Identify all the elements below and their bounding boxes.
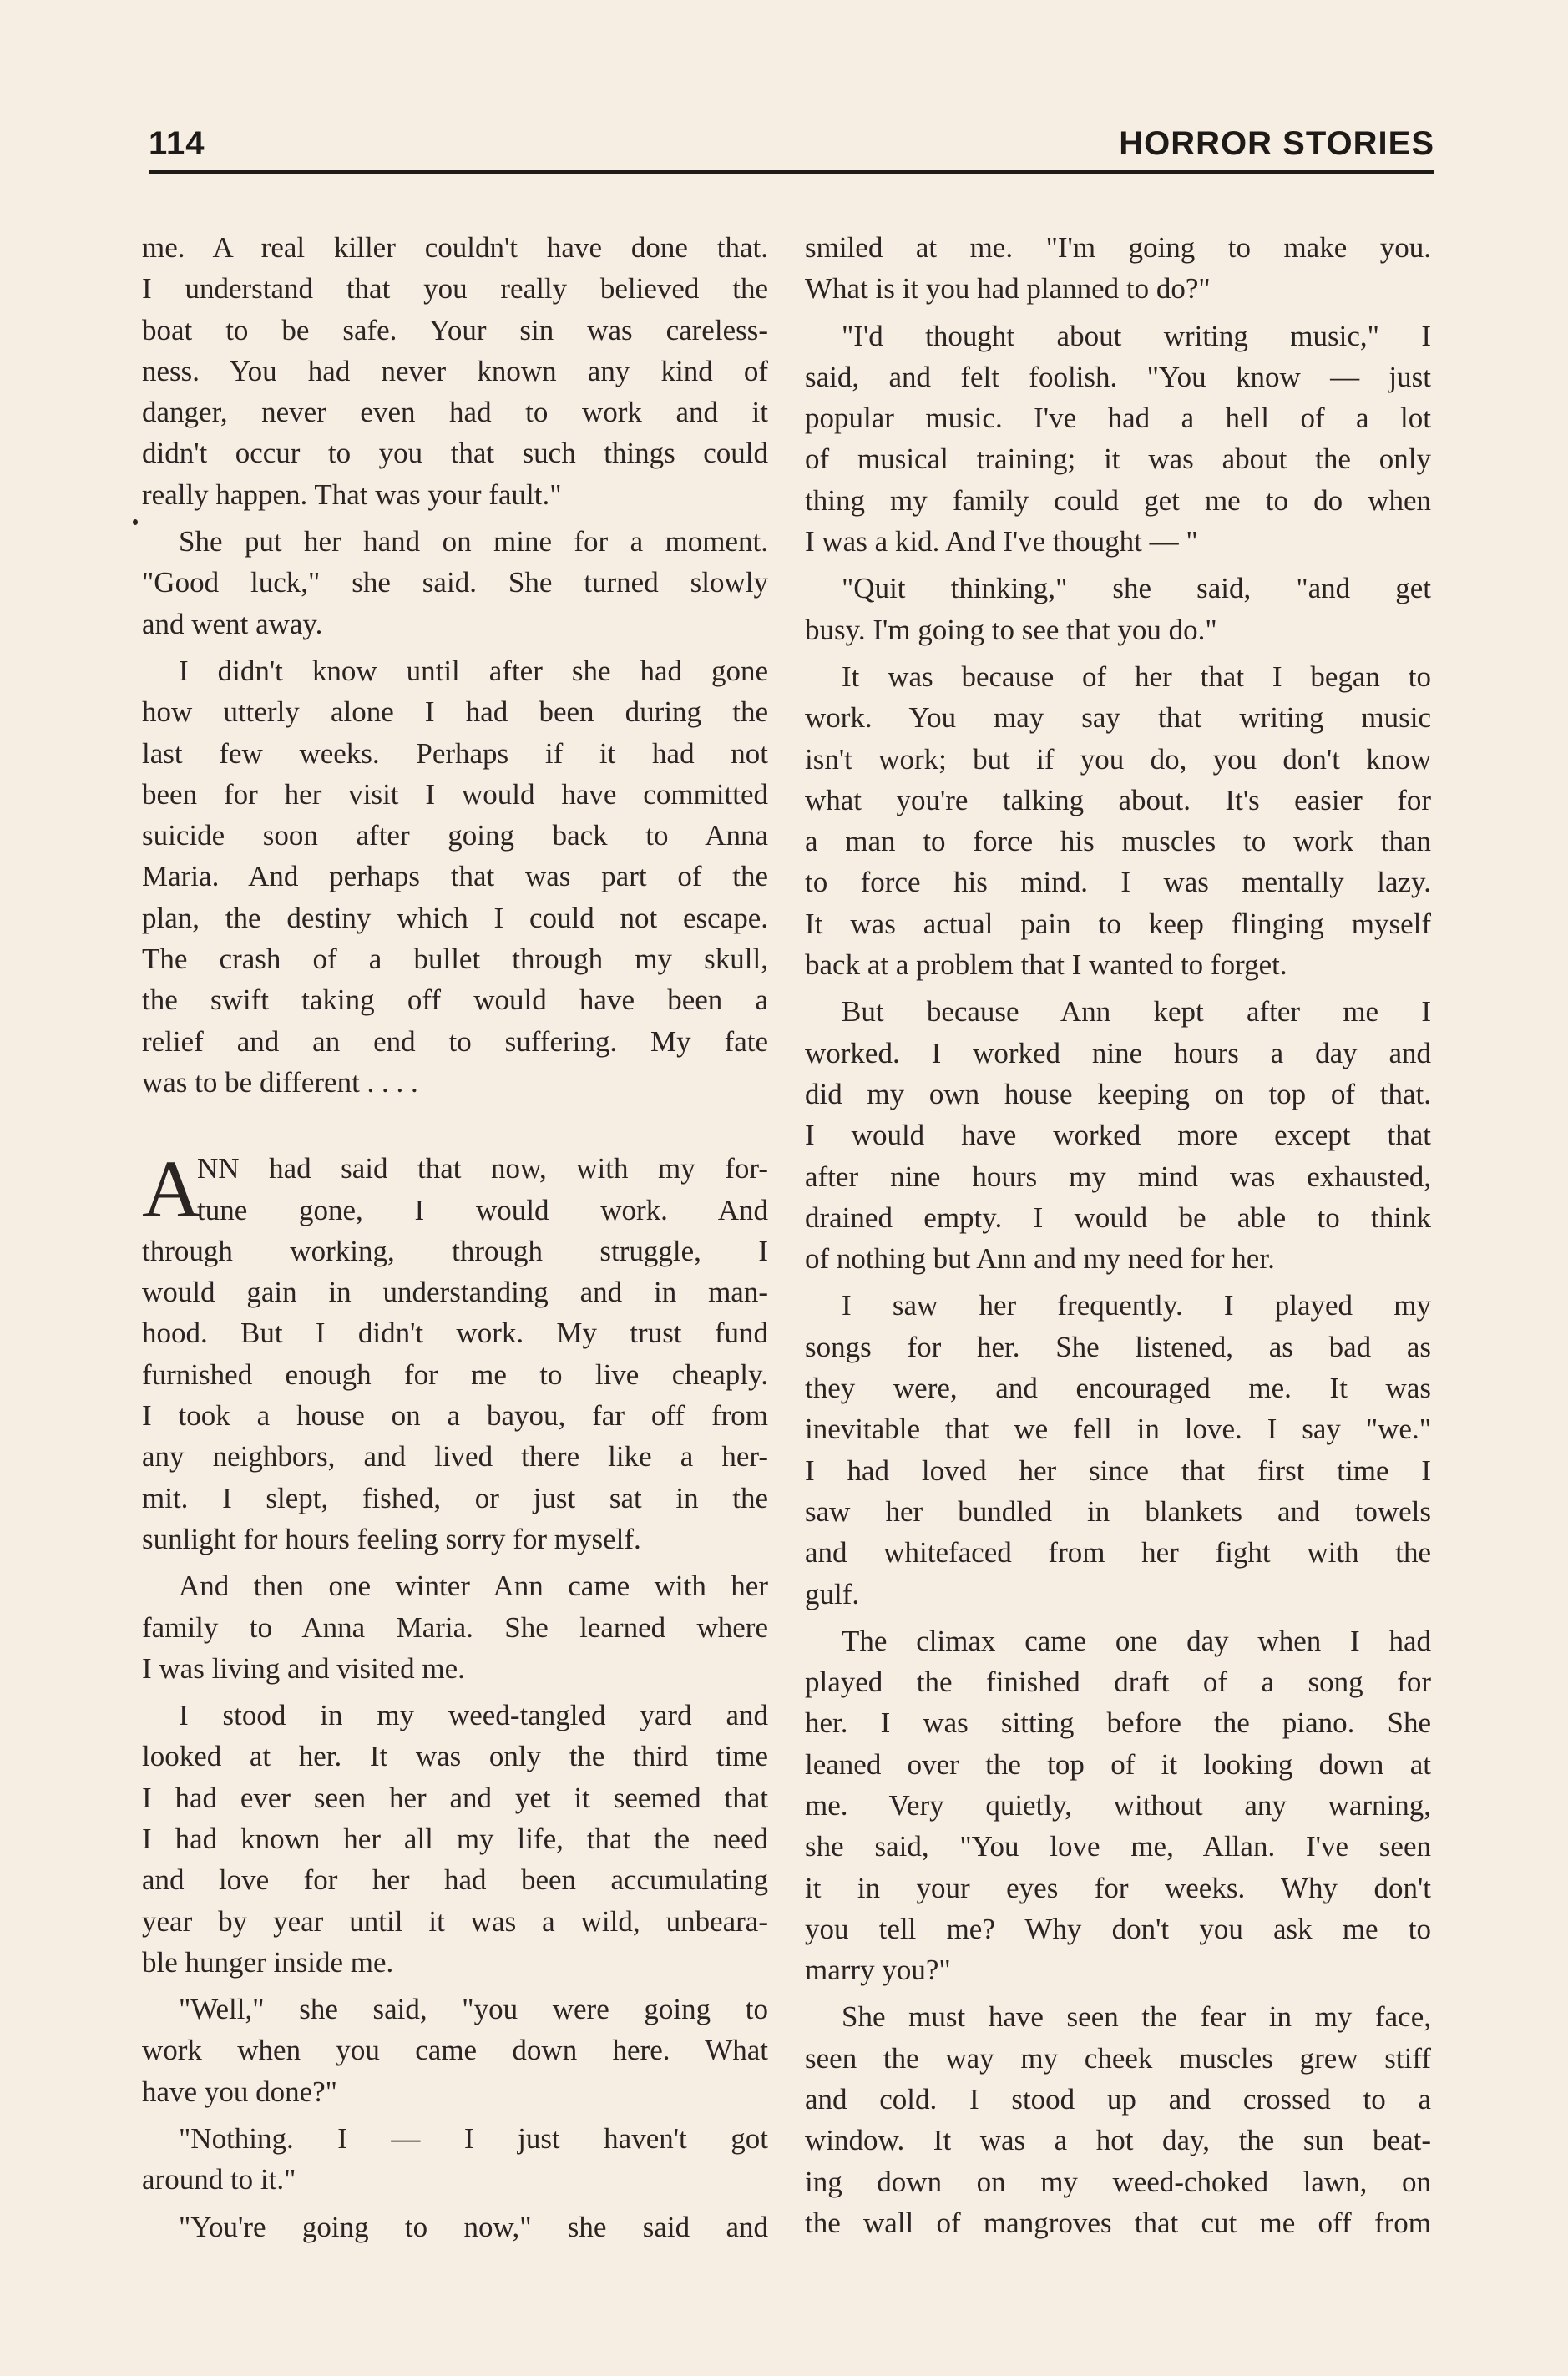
text-line: didn't occur to you that such things could <box>142 437 768 470</box>
text-line: she said, "You love me, Allan. I've seen <box>805 1830 1431 1863</box>
text-line: family to Anna Maria. She learned where <box>142 1610 768 1644</box>
text-line: back at a problem that I wanted to forget. <box>805 948 1287 982</box>
text-line: ing down on my weed-choked lawn, on <box>805 2165 1431 2198</box>
text-line: the wall of mangroves that cut me off from <box>805 2206 1431 2239</box>
paragraph <box>142 2207 768 2247</box>
text-line: said, and felt foolish. "You know — just <box>805 360 1431 393</box>
text-line: was to be different . . . . <box>142 1065 418 1099</box>
text-line: I was a kid. And I've thought — " <box>805 525 1198 559</box>
text-line: been for her visit I would have committed <box>142 777 768 811</box>
text-line: thing my family could get me to do when <box>805 483 1431 517</box>
text-line: I stood in my weed-tangled yard and <box>179 1699 768 1732</box>
text-line: And then one winter Ann came with her <box>179 1570 768 1603</box>
paragraph <box>142 2118 768 2201</box>
text-line: I didn't know until after she had gone <box>179 654 768 687</box>
text-line: they were, and encouraged me. It was <box>805 1372 1431 1405</box>
text-line: "I'd thought about writing music," I <box>842 319 1431 352</box>
text-line: relief and an end to suffering. My fate <box>142 1024 768 1058</box>
paragraph <box>805 316 1431 563</box>
text-line: suicide soon after going back to Anna <box>142 819 768 852</box>
text-line: work when you came down here. What <box>142 2034 768 2067</box>
text-line: the swift taking off would have been a <box>142 983 768 1017</box>
text-line: of nothing but Ann and my need for her. <box>805 1242 1275 1276</box>
text-line: tune gone, I would work. And <box>197 1193 768 1226</box>
right-column <box>805 227 1431 2243</box>
paragraph <box>142 1565 768 1689</box>
text-line: I understand that you really believed the <box>142 272 768 306</box>
text-line: of musical training; it was about the only <box>805 442 1431 476</box>
text-line: around to it." <box>142 2163 296 2197</box>
running-head <box>149 125 1434 175</box>
text-line: I had loved her since that first time I <box>805 1453 1431 1487</box>
left-column <box>142 227 768 2247</box>
text-line: songs for her. She listened, as bad as <box>805 1330 1431 1363</box>
text-line: "Nothing. I — I just haven't got <box>179 2122 768 2156</box>
text-line: would gain in understanding and in man- <box>142 1276 768 1309</box>
text-line: The climax came one day when I had <box>842 1624 1431 1657</box>
text-line: hood. But I didn't work. My trust fund <box>142 1317 768 1350</box>
text-line: "Good luck," she said. She turned slowly <box>142 566 768 599</box>
text-line: leaned over the top of it looking down at <box>805 1747 1431 1781</box>
text-line: She put her hand on mine for a moment. <box>179 525 768 559</box>
text-line: smiled at me. "I'm going to make you. <box>805 231 1431 264</box>
paragraph <box>805 1285 1431 1614</box>
text-line: I was living and visited me. <box>142 1651 465 1685</box>
paragraph <box>142 521 768 645</box>
text-line: NN had said that now, with my for- <box>197 1152 768 1185</box>
text-line: Maria. And perhaps that was part of the <box>142 860 768 893</box>
paragraph <box>142 1695 768 1983</box>
page-number: 114 <box>149 125 205 162</box>
text-line: you tell me? Why don't you ask me to <box>805 1912 1431 1945</box>
text-line: and cold. I stood up and crossed to a <box>805 2083 1431 2116</box>
text-line: "You're going to now," she said and <box>179 2210 768 2243</box>
paragraph <box>142 1231 768 1560</box>
paragraph <box>805 227 1431 310</box>
text-line: work. You may say that writing music <box>805 701 1431 735</box>
text-line: "Well," she said, "you were going to <box>179 1993 768 2026</box>
text-line: marry you?" <box>805 1954 951 1987</box>
text-line: I saw her frequently. I played my <box>842 1289 1431 1322</box>
paragraph <box>142 227 768 515</box>
text-line: and love for her had been accumulating <box>142 1863 768 1897</box>
text-line: saw her bundled in blankets and towels <box>805 1494 1431 1528</box>
text-line: I would have worked more except that <box>805 1119 1431 1152</box>
text-line: played the finished draft of a song for <box>805 1666 1431 1699</box>
magazine-title: HORROR STORIES <box>1119 125 1434 162</box>
text-line: after nine hours my mind was exhausted, <box>805 1160 1431 1193</box>
text-line: The crash of a bullet through my skull, <box>142 943 768 976</box>
paragraph <box>142 1989 768 2112</box>
drop-cap: A <box>142 1145 201 1236</box>
header-rule <box>149 170 1434 174</box>
text-line: it in your eyes for weeks. Why don't <box>805 1871 1431 1904</box>
text-line: She must have seen the fear in my face, <box>842 2000 1431 2034</box>
text-line: her. I was sitting before the piano. She <box>805 1706 1431 1740</box>
text-line: me. Very quietly, without any warning, <box>805 1788 1431 1822</box>
text-line: looked at her. It was only the third time <box>142 1740 768 1773</box>
text-line: gulf. <box>805 1577 860 1610</box>
text-line: It was because of her that I began to <box>842 660 1431 693</box>
text-line: furnished enough for me to live cheaply. <box>142 1357 768 1391</box>
text-line: plan, the destiny which I could not escape. <box>142 901 768 934</box>
paragraph <box>805 656 1431 985</box>
text-line: mit. I slept, fished, or just sat in the <box>142 1481 768 1514</box>
text-line: did my own house keeping on top of that. <box>805 1077 1431 1110</box>
text-line: I took a house on a bayou, far off from <box>142 1399 768 1433</box>
text-line: last few weeks. Perhaps if it had not <box>142 736 768 770</box>
paragraph <box>805 1620 1431 1991</box>
text-line: ness. You had never known any kind of <box>142 354 768 387</box>
text-line: popular music. I've had a hell of a lot <box>805 402 1431 435</box>
paragraph <box>805 568 1431 650</box>
text-line: any neighbors, and lived there like a her- <box>142 1440 768 1474</box>
text-line: But because Ann kept after me I <box>842 995 1431 1029</box>
text-line: I had ever seen her and yet it seemed that <box>142 1781 768 1814</box>
text-line: boat to be safe. Your sin was careless- <box>142 313 768 346</box>
text-line: It was actual pain to keep flinging myself <box>805 907 1431 940</box>
text-line: inevitable that we fell in love. I say "we." <box>805 1413 1431 1446</box>
text-line: me. A real killer couldn't have done that. <box>142 231 768 264</box>
text-line: seen the way my cheek muscles grew stiff <box>805 2041 1431 2075</box>
text-line: how utterly alone I had been during the <box>142 695 768 729</box>
print-speck <box>133 519 138 525</box>
text-line: I had known her all my life, that the need <box>142 1822 768 1855</box>
text-line: window. It was a hot day, the sun beat- <box>805 2124 1431 2157</box>
text-line: drained empty. I would be able to think <box>805 1201 1431 1234</box>
paragraph <box>142 650 768 1103</box>
text-line: a man to force his muscles to work than <box>805 825 1431 858</box>
text-line: have you done?" <box>142 2075 337 2108</box>
text-line: busy. I'm going to see that you do." <box>805 613 1217 646</box>
text-line: danger, never even had to work and it <box>142 396 768 429</box>
text-line: and went away. <box>142 607 323 640</box>
paragraph <box>805 1996 1431 2243</box>
text-line: "Quit thinking," she said, "and get <box>842 572 1431 605</box>
text-line: ble hunger inside me. <box>142 1945 394 1979</box>
paragraph <box>805 991 1431 1279</box>
text-line: to force his mind. I was mentally lazy. <box>805 866 1431 899</box>
text-line: through working, through struggle, I <box>142 1234 768 1267</box>
text-line: What is it you had planned to do?" <box>805 272 1211 306</box>
text-line: year by year until it was a wild, unbeara- <box>142 1904 768 1938</box>
section-opening <box>142 1145 768 1236</box>
text-line: sunlight for hours feeling sorry for myself. <box>142 1522 641 1555</box>
text-line: what you're talking about. It's easier for <box>805 783 1431 816</box>
text-line: and whitefaced from her fight with the <box>805 1536 1431 1570</box>
text-line: isn't work; but if you do, you don't know <box>805 742 1431 776</box>
text-line: really happen. That was your fault." <box>142 478 562 511</box>
text-line: worked. I worked nine hours a day and <box>805 1036 1431 1069</box>
